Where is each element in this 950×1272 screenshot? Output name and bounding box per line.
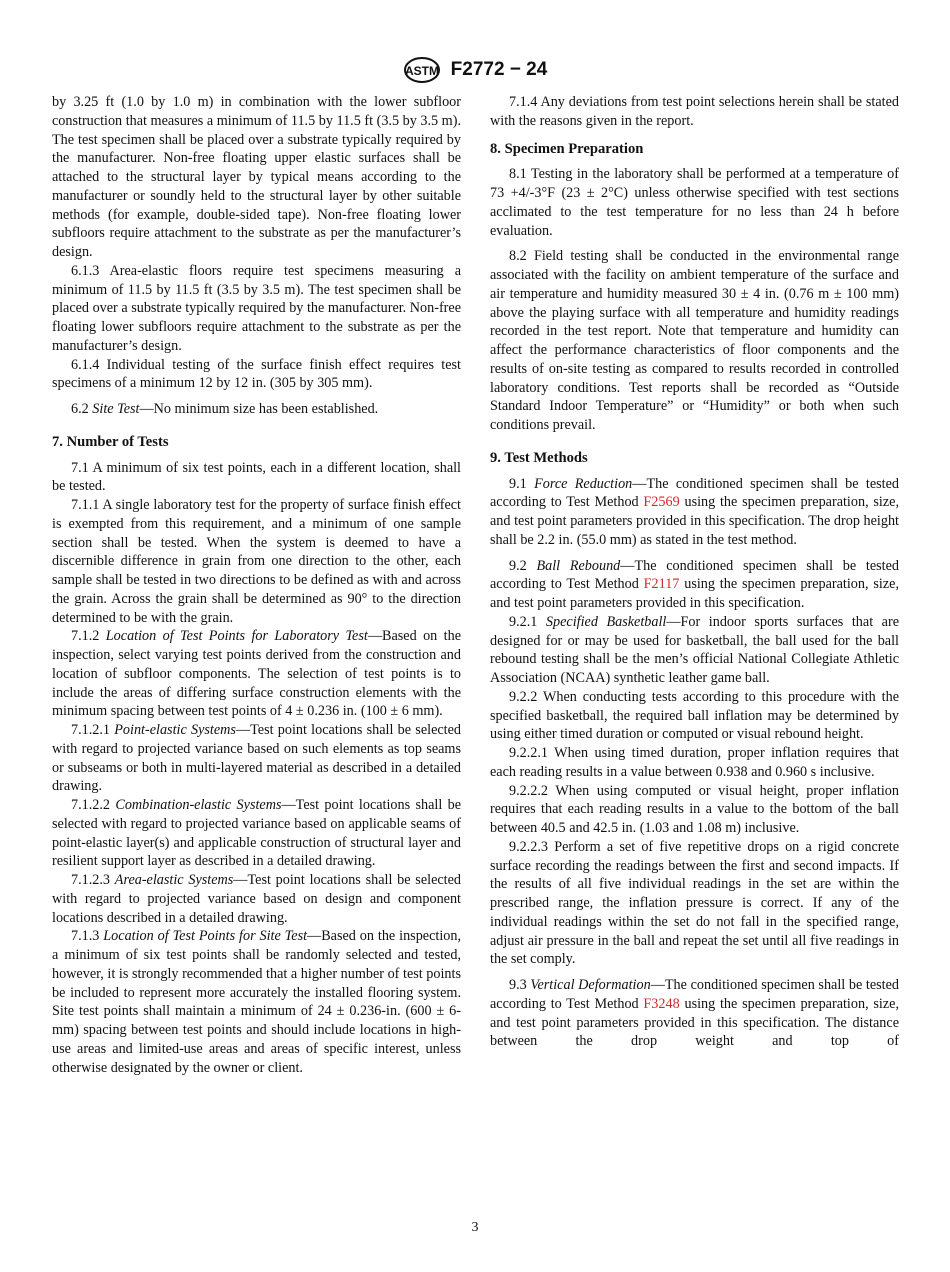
paragraph-title: Site Test <box>92 401 140 417</box>
section-heading <box>52 433 461 452</box>
paragraph-text: —Based on the inspection, a minimum of six test points shall be randomly selected and tested, however, it is strongly recommended that a higher number of test points be included to represent more accurately the installed flooring system. Site test points shall maintain a minimum of 24 ± 0.236-in. (600 ± 6-mm) spacing between test points and should include locations in high-use areas and limited-use areas and areas of specific interest, unless otherwise designated by the owner or client. <box>52 928 462 1076</box>
paragraph-text: 6.1.3 Area-elastic floors require test specimens measuring a minimum of 11.5 by 11.5 ft (3.5 by 3.5 m). The test specimen shall be placed over a substrate typically required by the manufacturer. Non-free floating lower subfloors require attachment to the substrate as per the manufacturer’s design. <box>52 262 461 354</box>
paragraph-text: using the specimen preparation, size, and test point parameters provided in this specification. The distance between the drop weight and top of <box>490 995 899 1050</box>
paragraph <box>52 496 461 627</box>
paragraph <box>52 93 461 262</box>
section-heading <box>490 449 899 468</box>
paragraph-text: 8.2 Field testing shall be conducted in the environmental range associated with the facility on ambient temperature of the surface and air temperature and humidity measured 30 ± 4 in. (0.76 m ± 100 mm) above the playing surface with all temperature and humidity readings recorded in the test report. Note that temperature and humidity can affect the performance characteristics of floor components and the results of on-site testing as compared to results recorded in controlled laboratory conditions. Test reports shall be recorded as “Outside Standard Indoor Temperature” or “Humidity” or both when such conditions prevail. <box>490 248 899 433</box>
paragraph-text: —For indoor sports surfaces that are designed for or may be used for basketball, the ball used for the ball rebound testing shall be the men’s official National Collegiate Athletic Association (NCAA) synthetic leather game ball. <box>490 613 899 686</box>
paragraph <box>490 744 899 782</box>
paragraph <box>52 262 461 356</box>
standard-link[interactable]: F3248 <box>643 995 680 1012</box>
paragraph-text: 7.1.4 Any deviations from test point selections herein shall be stated with the reasons given in the report. <box>490 94 899 129</box>
paragraph-text: 9.1 <box>509 475 535 492</box>
paragraph <box>490 247 899 435</box>
paragraph-text: 9.2.2.1 When using timed duration, proper inflation requires that each reading results in a value between 0.938 and 0.960 s inclusive. <box>490 745 899 780</box>
paragraph-text: —Test point locations shall be selected with regard to projected variance based on design and component locations described in a detailed drawing. <box>52 872 461 926</box>
paragraph-text: 9.2.1 <box>509 613 546 630</box>
paragraph-text: 8.1 Testing in the laboratory shall be performed at a temperature of 73 +4/-3°F (23 ± 2°C) unless otherwise specified with test sections acclimated to the test temperature for no less than 24 h before evaluation. <box>490 166 899 239</box>
paragraph-text: using the specimen preparation, size, and test point parameters provided in this specification. <box>490 576 899 611</box>
section-heading <box>490 140 899 159</box>
paragraph-text: 7.1.2 <box>71 628 106 645</box>
paragraph-title: Point-elastic Systems <box>114 722 236 738</box>
paragraph-title: Area-elastic Systems <box>114 872 234 888</box>
paragraph <box>490 688 899 744</box>
paragraph-text: by 3.25 ft (1.0 by 1.0 m) in combination with the lower subfloor construction that measures a minimum of 11.5 by 11.5 ft (3.5 by 3.5 m). The test specimen shall be placed over a substrate typically required by the manufacturer. Non-free floating upper elastic surfaces shall be attached to the structural layer by typical means according to the manufacturer or soundly held to the structural layer by other suitable methods (for example, double-sided tape). Non-free floating lower subfloors require attachment to the substrate as per the manufacturer’s design. <box>52 94 461 260</box>
paragraph <box>490 93 899 131</box>
paragraph-text: 7.1 A minimum of six test points, each in a different location, shall be tested. <box>52 459 461 495</box>
paragraph-text: 7.1.2.1 <box>71 722 115 738</box>
paragraph <box>490 475 899 550</box>
paragraph <box>490 976 899 1051</box>
left-column <box>52 93 461 1077</box>
paragraph-title: Combination-elastic Systems <box>115 797 282 813</box>
paragraph-text: 9.2 <box>509 557 537 574</box>
paragraph-text: 7.1.2.3 <box>71 872 115 888</box>
paragraph-text: —No minimum size has been established. <box>139 401 379 417</box>
standard-link[interactable]: F2569 <box>643 494 680 511</box>
paragraph-text: 9.3 <box>509 977 531 993</box>
paragraph <box>52 796 461 871</box>
paragraph <box>52 627 461 721</box>
paragraph <box>52 927 461 1077</box>
paragraph-title: Vertical Deformation <box>530 977 651 993</box>
right-column <box>490 93 899 1051</box>
paragraph-text: —Test point locations shall be selected with regard to projected variance based on applicable seams of point-elastic layer(s) and applicable construction of structural layer and resilient support layer as described in a detailed drawing. <box>52 797 461 870</box>
paragraph-text: —The conditioned specimen shall be tested according to Test Method <box>490 557 900 593</box>
paragraph-title: Force Reduction <box>534 475 633 492</box>
paragraph-text: —Test point locations shall be selected with regard to projected variance based on such elements as top seams or subseams or both in multi-layered material as described in a detailed drawing. <box>52 722 461 795</box>
paragraph-text: 7.1.2.2 <box>71 797 116 813</box>
paragraph-title: Ball Rebound <box>536 557 621 574</box>
paragraph <box>52 871 461 927</box>
astm-logo-icon <box>403 56 441 84</box>
paragraph-text: 9.2.2.3 Perform a set of five repetitive drops on a rigid concrete surface recording the readings between the first and second impacts. If the results of all five individual readings in the set are within the prescribed range, the inflation pressure is correct. If any of the individual readings within the set do not fall in the specified range, adjust air pressure in the ball and repeat the set until all five readings in the set comply. <box>490 838 899 968</box>
paragraph-text: 6.1.4 Individual testing of the surface finish effect requires test specimens of a minimum 12 by 12 in. (305 by 305 mm). <box>52 356 461 392</box>
paragraph-title: Specified Basketball <box>545 613 667 630</box>
paragraph <box>490 838 899 969</box>
paragraph-text: 9. Test Methods <box>490 449 588 466</box>
paragraph-text: using the specimen preparation, size, and test point parameters provided in this specification. The drop height shall be 2.2 in. (55.0 mm) as stated in the test method. <box>490 494 899 548</box>
paragraph <box>490 165 899 240</box>
paragraph-text: 7.1.3 <box>71 928 104 945</box>
paragraph <box>52 356 461 394</box>
page-header <box>0 56 950 84</box>
paragraph <box>490 613 899 688</box>
svg-text:ASTM: ASTM <box>404 64 439 78</box>
page-number: 3 <box>471 1220 479 1235</box>
paragraph-title: Location of Test Points for Site Test <box>103 928 308 945</box>
paragraph <box>52 459 461 497</box>
paragraph-text: —Based on the inspection, select varying test points derived from the construction and location of subfloor components. The selection of test points is to include the areas of differing surface construction elements with the minimum spacing between test points of 4 ± 0.236 in. (100 ± 6 mm). <box>52 628 461 720</box>
paragraph-text: 8. Specimen Preparation <box>490 140 644 157</box>
paragraph-text: 6.2 <box>71 401 93 417</box>
paragraph <box>52 400 461 419</box>
paragraph <box>490 557 899 613</box>
paragraph-text: —The conditioned specimen shall be tested according to Test Method <box>490 475 899 511</box>
standard-designation: F2772 − 24 <box>450 59 548 80</box>
paragraph <box>52 721 461 796</box>
paragraph-text: 7.1.1 A single laboratory test for the property of surface finish effect is exempted from this requirement, and a minimum of one sample section shall be tested. When the system is deemed to have a discernible difference in grain from one direction to the other, each sample shall be tested in two directions to be defined as with and across the grain. Across the grain shall be determined as 90° to the direction determined to be with the grain. <box>52 497 461 626</box>
standard-link[interactable]: F2117 <box>643 576 680 593</box>
paragraph-text: 7. Number of Tests <box>52 433 169 450</box>
paragraph-title: Location of Test Points for Laboratory Test <box>105 628 368 645</box>
paragraph <box>490 782 899 838</box>
paragraph-text: —The conditioned specimen shall be tested according to Test Method <box>490 977 900 1012</box>
paragraph-text: 9.2.2.2 When using computed or visual height, proper inflation requires that each reading results in a value to the bottom of the ball between 40.5 and 42.5 in. (1.03 and 1.08 m) inclusive. <box>490 782 899 836</box>
paragraph-text: 9.2.2 When conducting tests according to this procedure with the specified basketball, the required ball inflation may be determined by using either timed duration or computed or visual rebound height. <box>490 688 899 743</box>
